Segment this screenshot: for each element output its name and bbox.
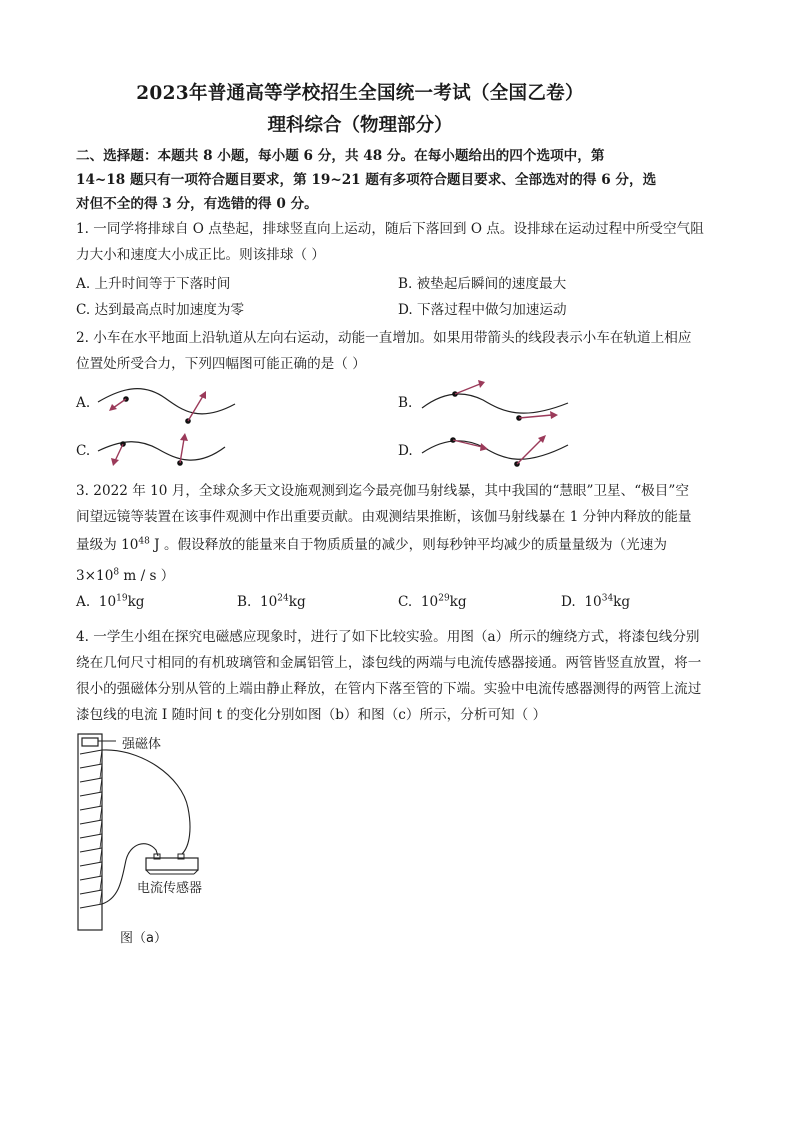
- q3-lightspeed-base: 3×10: [76, 568, 114, 584]
- q3-stem-line-2: 间望远镜等装置在该事件观测中作出重要贡献。由观测结果推断，该伽马射线暴在 1 分钟内释放的能量: [76, 509, 692, 525]
- q3-option-b[interactable]: B. $10^{24}kg$: [237, 593, 306, 610]
- q2-option-b-label[interactable]: B.: [398, 395, 413, 411]
- q3-stem-line-4: [76, 564, 174, 584]
- q3-option-c[interactable]: C. $10^{29}kg$: [398, 593, 467, 610]
- q1-option-a[interactable]: A. 上升时间等于下落时间: [76, 276, 231, 292]
- q4-figure-a: [70, 728, 240, 933]
- q1-stem-line-2: 力大小和速度大小成正比。则该排球（ ）: [76, 247, 326, 263]
- q3-lightspeed-unit: m / s ）: [119, 568, 175, 584]
- sensor-label: 电流传感器: [137, 881, 203, 896]
- q4-stem-line-2: 绕在几何尺寸相同的有机玻璃管和金属铝管上，漆包线的两端与电流传感器接通。两管皆竖直放置，将一: [76, 655, 702, 671]
- section-instruction-line-1: 二、选择题：本题共 8 小题，每小题 6 分，共 48 分。在每小题给出的四个选项中，第: [76, 148, 605, 164]
- q2-option-d-figure[interactable]: [418, 425, 573, 485]
- q1-stem-line-1: 1. 一同学将排球自 O 点垫起，排球竖直向上运动，随后下落回到 O 点。设排球在运动过程中所受空气阻: [76, 221, 704, 237]
- q3-energy-base: 量级为 10: [76, 537, 139, 553]
- q4-stem-line-4: 漆包线的电流 I 随时间 t 的变化分别如图（b）和图（c）所示，分析可知（ ）: [76, 707, 547, 723]
- exam-subtitle: 理科综合（物理部分）: [267, 115, 453, 136]
- q1-option-c[interactable]: C. 达到最高点时加速度为零: [76, 302, 245, 318]
- figure-a-caption: 图（a）: [120, 931, 167, 946]
- magnet-label: 强磁体: [122, 737, 162, 752]
- q3-stem-line-3: [76, 533, 667, 553]
- q2-option-c-figure[interactable]: [95, 425, 240, 485]
- q4-stem-line-1: 4. 一学生小组在探究电磁感应现象时，进行了如下比较实验。用图（a）所示的缠绕方式，将漆包线分别: [76, 629, 700, 645]
- q3-stem-line-3-rest: J 。假设释放的能量来自于物质质量的减少，则每秒钟平均减少的质量量级为（光速为: [149, 537, 667, 553]
- q1-option-d[interactable]: D. 下落过程中做匀加速运动: [398, 302, 567, 318]
- q3-option-a[interactable]: A. $10^{19}kg$: [76, 593, 145, 610]
- q4-stem-line-3: 很小的强磁体分别从管的上端由静止释放，在管内下落至管的下端。实验中电流传感器测得的两管上流过: [76, 681, 702, 697]
- q2-option-c-label[interactable]: C.: [76, 443, 91, 459]
- q2-stem-line-2: 位置处所受合力，下列四幅图可能正确的是（ ）: [76, 356, 366, 372]
- section-instruction-line-3: 对但不全的得 3 分，有选错的得 0 分。: [76, 196, 318, 212]
- q3-option-d[interactable]: D. $10^{34}kg$: [561, 593, 631, 610]
- q2-stem-line-1: 2. 小车在水平地面上沿轨道从左向右运动，动能一直增加。如果用带箭头的线段表示小车在轨道上相应: [76, 330, 692, 346]
- q3-energy-exponent: 48: [138, 536, 150, 547]
- q3-stem-line-1: 3. 2022 年 10 月，全球众多天文设施观测到迄今最亮伽马射线暴，其中我国的“慧眼”卫星、“极目”空: [76, 483, 689, 499]
- exam-title: 2023年普通高等学校招生全国统一考试（全国乙卷）: [136, 83, 584, 104]
- section-instruction-line-2: 14~18 题只有一项符合题目要求，第 19~21 题有多项符合题目要求、全部选对的得 6 分，选: [76, 172, 657, 188]
- q2-option-a-label[interactable]: A.: [76, 395, 91, 411]
- q2-option-d-label[interactable]: D.: [398, 443, 413, 459]
- q1-option-b[interactable]: B. 被垫起后瞬间的速度最大: [398, 276, 567, 292]
- q3-lightspeed-exponent: 8: [113, 567, 120, 578]
